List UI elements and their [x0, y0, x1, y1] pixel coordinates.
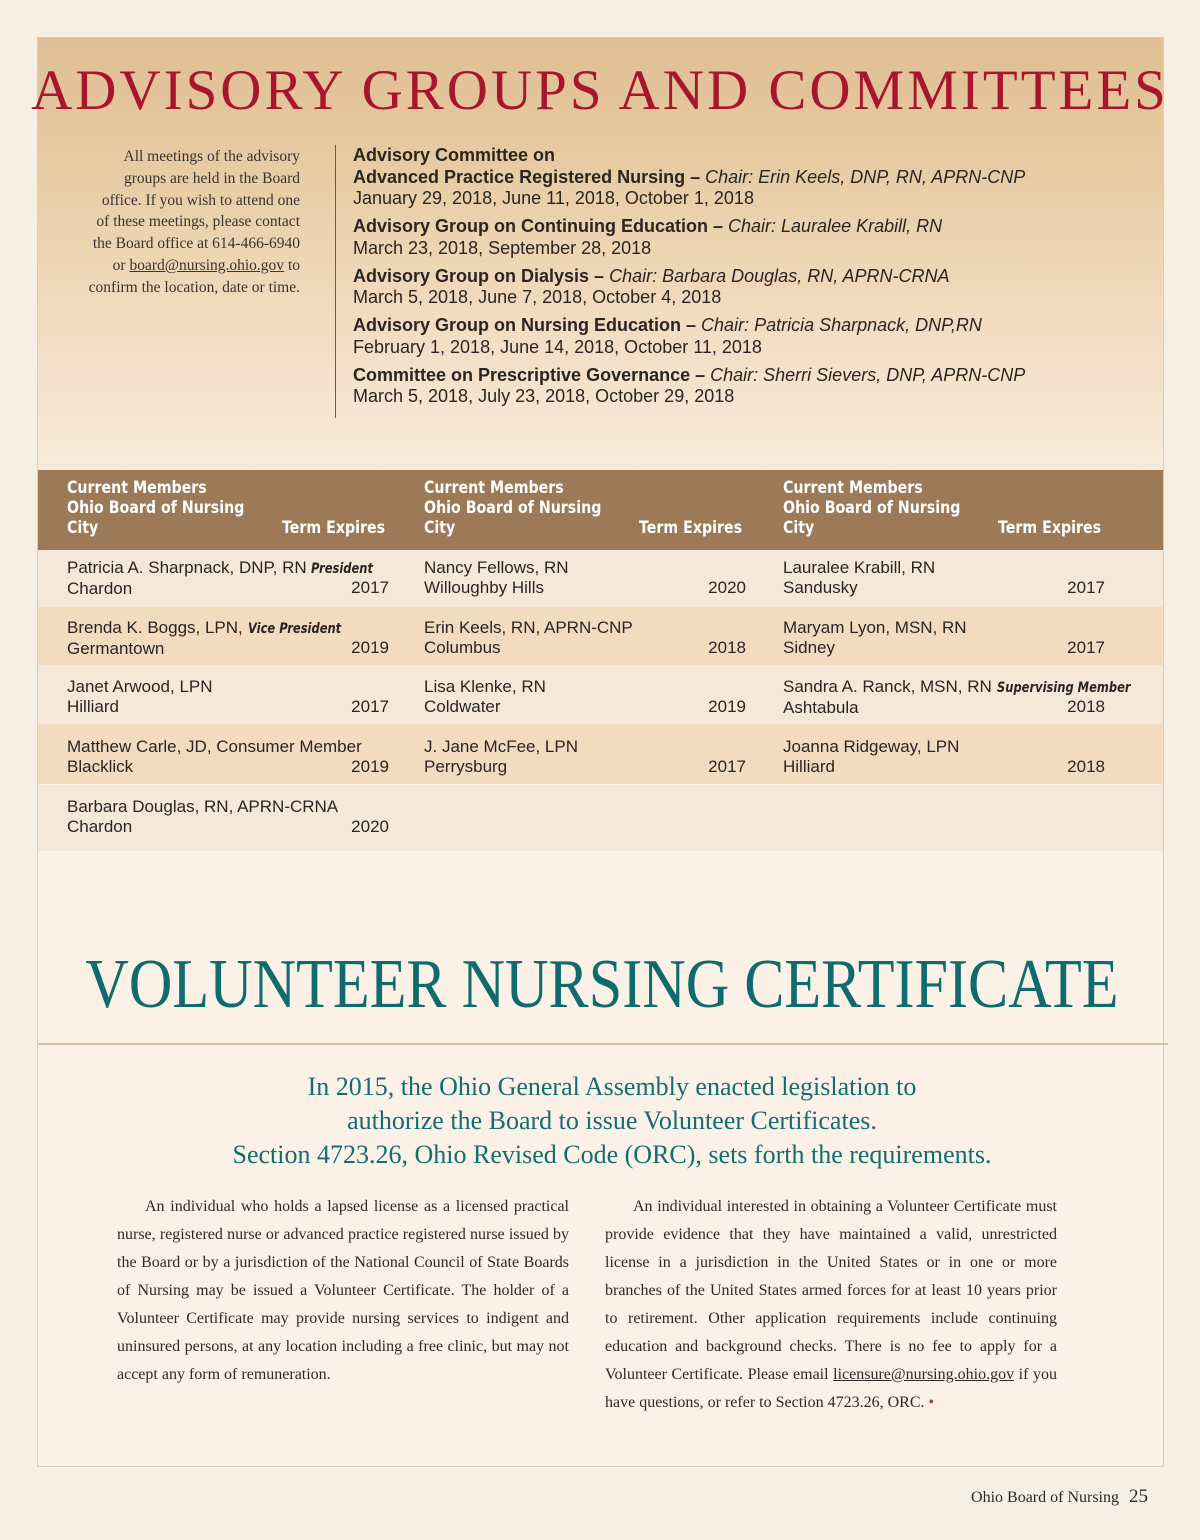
member-entry: [67, 618, 389, 659]
member-city: Perrysburg: [424, 757, 508, 776]
group-chair: Chair: Sherri Sievers, DNP, APRN-CNP: [710, 364, 1026, 385]
term-expires: 2019: [351, 757, 389, 776]
member-entry: [783, 558, 1105, 598]
member-entry: [67, 737, 389, 777]
column-header: [424, 478, 747, 538]
publication-name: Ohio Board of Nursing: [971, 1489, 1119, 1506]
group-name: Advisory Group on Continuing Education –: [353, 216, 723, 236]
term-expires: 2020: [708, 578, 746, 597]
meeting-item: [353, 365, 1153, 408]
header-line: Current Members: [783, 478, 923, 497]
meeting-item: [353, 216, 1153, 259]
member-name: Lauralee Krabill, RN: [783, 558, 936, 577]
member-city: Ashtabula: [783, 698, 859, 717]
group-chair: Chair: Erin Keels, DNP, RN, APRN-CNP: [705, 166, 1026, 187]
header-term: Term Expires: [282, 518, 386, 537]
meeting-dates: February 1, 2018, June 14, 2018, October 11, 2018: [353, 336, 762, 357]
meeting-item: [353, 145, 1153, 210]
column-header: [783, 478, 1106, 538]
member-name: Erin Keels, RN, APRN-CNP: [424, 618, 633, 637]
member-city: Blacklick: [67, 757, 134, 776]
member-entry: [67, 677, 389, 717]
header-term: Term Expires: [639, 518, 743, 537]
term-expires: 2017: [351, 578, 389, 597]
meeting-item: [353, 266, 1153, 309]
page-title: ADVISORY GROUPS AND COMMITTEES: [31, 59, 1169, 122]
member-entry: [67, 797, 389, 837]
body-text: if you have questions, or refer to Section 4723.26, ORC.: [605, 1366, 1057, 1411]
member-name: Barbara Douglas, RN, APRN-CRNA: [67, 797, 339, 816]
member-city: Hilliard: [67, 697, 119, 716]
member-entry: [424, 677, 746, 717]
member-entry: [67, 558, 389, 599]
board-email-link[interactable]: board@nursing.ohio.gov: [129, 256, 285, 274]
member-name: Janet Arwood, LPN: [67, 677, 213, 696]
header-line: Ohio Board of Nursing: [67, 498, 245, 517]
member-entry: [424, 558, 746, 598]
term-expires: 2020: [351, 817, 389, 836]
lead-line: authorize the Board to issue Volunteer Certificates.: [347, 1106, 877, 1135]
term-expires: 2018: [708, 638, 746, 657]
member-role: Vice President: [247, 621, 341, 637]
member-city: Chardon: [67, 817, 133, 836]
group-name: Advisory Group on Dialysis –: [353, 265, 605, 286]
lead-paragraph: [0, 1070, 1200, 1172]
meeting-dates: March 5, 2018, July 23, 2018, October 29, 2018: [353, 386, 735, 406]
member-name: Matthew Carle, JD, Consumer Member: [67, 737, 362, 756]
member-city: Columbus: [424, 638, 501, 657]
term-expires: 2017: [351, 697, 389, 716]
member-city: Willoughby Hills: [424, 578, 544, 597]
member-name: Patricia A. Sharpnack, DNP, RN: [67, 558, 307, 577]
header-city: City: [783, 518, 815, 537]
body-column-left: An individual who holds a lapsed license as a licensed practical nurse, registered nurse or advanced practice registered nurse issued by the Board or by a jurisdiction of the National Council of State Boards of Nursing may be issued a Volunteer Certificate. The holder of a Volunteer Certificate may provide nursing services to indigent and uninsured persons, at any location including a free clinic, but may not accept any form of remuneration.: [117, 1198, 569, 1383]
term-expires: 2019: [708, 697, 746, 716]
member-city: Sidney: [783, 638, 835, 657]
member-role: President: [311, 561, 374, 577]
term-expires: 2019: [351, 638, 389, 657]
section-title: VOLUNTEER NURSING CERTIFICATE: [85, 946, 1119, 1023]
member-entry: [783, 737, 1105, 777]
term-expires: 2017: [1067, 638, 1105, 657]
member-name: Brenda K. Boggs, LPN,: [67, 618, 243, 637]
header-city: City: [67, 518, 99, 537]
meeting-dates: March 23, 2018, September 28, 2018: [353, 237, 652, 258]
member-city: Hilliard: [783, 757, 835, 776]
column-header: [67, 478, 390, 538]
end-bullet: •: [928, 1394, 935, 1411]
section-divider: [38, 1043, 1168, 1045]
page-footer: [971, 1486, 1148, 1508]
member-city: Chardon: [67, 579, 133, 598]
member-entry: [424, 618, 746, 658]
member-name: Joanna Ridgeway, LPN: [783, 737, 960, 756]
group-chair: Chair: Barbara Douglas, RN, APRN-CRNA: [609, 265, 950, 286]
group-chair: Chair: Lauralee Krabill, RN: [728, 216, 943, 236]
header-city: City: [424, 518, 456, 537]
term-expires: 2018: [1067, 757, 1105, 776]
header-line: Current Members: [424, 478, 564, 497]
member-name: J. Jane McFee, LPN: [424, 737, 579, 756]
meeting-dates: March 5, 2018, June 7, 2018, October 4, 2018: [353, 287, 722, 307]
group-chair: Chair: Patricia Sharpnack, DNP,RN: [701, 315, 982, 335]
body-text: An individual interested in obtaining a Volunteer Certificate must provide evidence that they have maintained a valid, unrestricted license in a jurisdiction in the United States or in one or more branches of the United States armed forces for at least 10 years prior to retirement. Other application requirements include continuing education and background checks. There is no fee to apply for a Volunteer Certificate. Please email: [605, 1198, 1057, 1383]
lead-line: Section 4723.26, Ohio Revised Code (ORC), sets forth the requirements.: [232, 1140, 992, 1169]
member-city: Sandusky: [783, 578, 858, 597]
group-name: Advisory Group on Nursing Education –: [353, 315, 697, 335]
member-entry: [783, 618, 1105, 658]
member-name: Maryam Lyon, MSN, RN: [783, 618, 967, 637]
page-number: 25: [1129, 1486, 1148, 1507]
meeting-info-text: [88, 146, 300, 299]
group-name: Committee on Prescriptive Governance –: [353, 364, 706, 385]
column-divider: [335, 145, 336, 418]
meeting-dates: January 29, 2018, June 11, 2018, October 1, 2018: [353, 188, 754, 208]
member-city: Germantown: [67, 639, 165, 658]
term-expires: 2018: [1067, 697, 1105, 716]
member-name: Nancy Fellows, RN: [424, 558, 569, 577]
intro-text: All meetings of the advisory groups are held in the Board office. If you wish to attend one of these meetings, please contact the Board office at 614-466-6940 or: [92, 148, 300, 274]
intro-text-end: to confirm the location, date or time.: [88, 256, 300, 296]
header-line: Ohio Board of Nursing: [424, 498, 602, 517]
member-role: Supervising Member: [996, 680, 1131, 696]
member-entry: [424, 737, 746, 777]
term-expires: 2017: [708, 757, 746, 776]
member-name: Sandra A. Ranck, MSN, RN: [783, 677, 992, 696]
licensure-email-link[interactable]: licensure@nursing.ohio.gov: [833, 1366, 1015, 1383]
member-name: Lisa Klenke, RN: [424, 677, 546, 696]
term-expires: 2017: [1067, 578, 1105, 597]
member-city: Coldwater: [424, 697, 501, 716]
meeting-schedule: [353, 145, 1153, 414]
body-column-right: [605, 1193, 1057, 1417]
group-name: Advisory Committee on Advanced Practice Registered Nursing –: [353, 145, 701, 187]
meeting-item: [353, 315, 1153, 358]
header-line: Current Members: [67, 478, 207, 497]
lead-line: In 2015, the Ohio General Assembly enacted legislation to: [307, 1072, 917, 1101]
member-entry: [783, 677, 1131, 718]
header-line: Ohio Board of Nursing: [783, 498, 961, 517]
header-term: Term Expires: [998, 518, 1102, 537]
